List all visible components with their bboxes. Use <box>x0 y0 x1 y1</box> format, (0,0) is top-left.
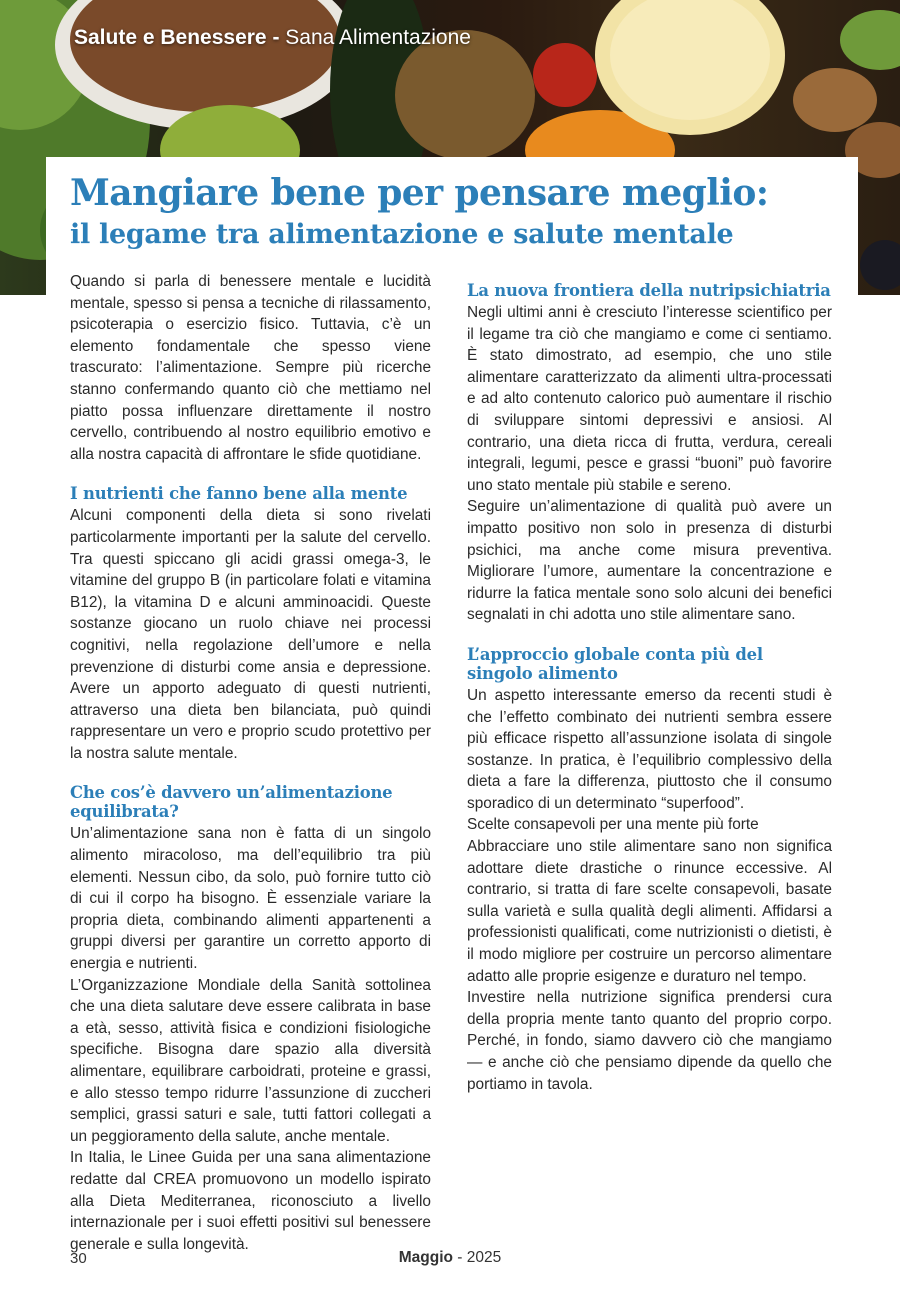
paragraph-frontier-1: Negli ultimi anni è cresciuto l’interesse scientifico per il legame tra ciò che mangiamo e come ci sentiamo. È stato dimostrato, ad esempio, che uno stile alimentare caratterizzato da alimenti ultra-processati e ad alto contenuto calorico può aumentare il rischio di sviluppare sintomi depressivi e ansiosi. Al contrario, una dieta ricca di frutta, verdura, cereali integrali, legumi, pesce e grassi “buoni” può favorire uno stato mentale più stabile e sereno. <box>467 304 832 494</box>
heading-global: L’approccio globale conta più del singolo alimento <box>467 644 763 683</box>
left-column <box>70 271 431 1255</box>
paragraph-balanced-3: In Italia, le Linee Guida per una sana alimentazione redatte dal CREA promuovono un modello ispirato alla Dieta Mediterranea, riconosciuto a livello internazionale per i suoi effetti positivi sul benessere generale e sulla longevità. <box>70 1149 431 1253</box>
section-label: Salute e Benessere <box>74 26 267 49</box>
subsection-label: Sana Alimentazione <box>285 26 471 49</box>
tomato-shape <box>533 43 597 107</box>
walnut-shape <box>793 68 877 132</box>
paragraph-balanced-2: L’Organizzazione Mondiale della Sanità sottolinea che una dieta salutare deve essere calibrata in base a età, sesso, attività fisica e condizioni fisiologiche specifiche. Bisogna dare spazio alla diversità alimentare, equilibrare carboidrati, proteine e grassi, e allo stesso tempo ridurre l’assunzione di zuccheri semplici, grassi saturi e sale, tutti fattori collegati a un peggioramento della salute, anche mentale. <box>70 976 431 1145</box>
section-header <box>74 26 471 50</box>
paragraph-global-2: Scelte consapevoli per una mente più forte <box>467 816 759 834</box>
heading-nutrients: I nutrienti che fanno bene alla mente <box>70 484 408 504</box>
issue-year: 2025 <box>466 1249 502 1266</box>
intro-paragraph: Quando si parla di benessere mentale e lucidità mentale, spesso si pensa a tecniche di rilassamento, psicoterapia o esercizio fisico. Tuttavia, c’è un elemento fondamentale che spesso viene trascurato: l’alimentazione. Sempre più ricerche stanno confermando quanto ciò che mettiamo nel piatto possa influenzare direttamente il nostro cervello, contribuendo al nostro equilibrio emotivo e alla nostra capacità di affrontare le sfide quotidiane. <box>70 273 431 463</box>
paragraph-frontier-2: Seguire un’alimentazione di qualità può avere un impatto positivo non solo in presenza di disturbi psichici, ma anche come misura preventiva. Migliorare l’umore, aumentare la concentrazione e ridurre la fatica mentale sono solo alcuni dei benefici segnalati in chi adotta uno stile alimentare sano. <box>467 498 832 624</box>
section-separator: - <box>272 26 280 49</box>
article-title <box>70 170 840 254</box>
right-column <box>467 271 832 1095</box>
issue-separator: - <box>457 1249 463 1266</box>
page-number: 30 <box>70 1250 87 1267</box>
paragraph-balanced-1: Un’alimentazione sana non è fatta di un singolo alimento miracoloso, ma dell’equilibrio tra più elementi. Nessun cibo, da solo, può fornire tutto ciò di cui il corpo ha bisogno. È essenziale variare la propria dieta, combinando alimenti appartenenti a gruppi diversi per garantire un corretto apporto di energia e nutrienti. <box>70 825 431 973</box>
heading-balanced: Che cos’è davvero un’alimentazione equilibrata? <box>70 783 393 822</box>
heading-frontier: La nuova frontiera della nutripsichiatria <box>467 281 831 300</box>
berry-shape <box>860 240 900 290</box>
title-line-1: Mangiare bene per pensare meglio: <box>70 172 769 214</box>
paragraph-global-3: Abbracciare uno stile alimentare sano non significa adottare diete drastiche o rinunce eccessive. Al contrario, si tratta di fare scelte consapevoli, basate sulla varietà e sulla qualità degli alimenti. Affidarsi a professionisti qualificati, come nutrizionisti o dietisti, è il modo migliore per costruire un percorso alimentare adatto alle proprie esigenze e duraturo nel tempo. <box>467 838 832 985</box>
paragraph-global-1: Un aspetto interessante emerso da recenti studi è che l’effetto combinato dei nutrienti sembra essere più efficace rispetto all’assunzione isolata di singole sostanze. In pratica, è l’equilibrio complessivo della dieta a fare la differenza, piuttosto che il consumo sporadico di un determinato “superfood”. <box>467 686 832 812</box>
title-line-2: il legame tra alimentazione e salute mentale <box>70 219 734 250</box>
issue-date <box>0 1249 900 1267</box>
greens-right-shape <box>840 10 900 70</box>
paragraph-global-4: Investire nella nutrizione significa prendersi cura della propria mente tanto quanto del proprio corpo. Perché, in fondo, siamo davvero ciò che mangiamo — e anche ciò che pensiamo dipende da quello che portiamo in tavola. <box>467 989 832 1093</box>
paragraph-nutrients: Alcuni componenti della dieta si sono rivelati particolarmente importanti per la salute del cervello. Tra questi spiccano gli acidi grassi omega-3, le vitamine del gruppo B (in particolare folati e vitamina B12), la vitamina D e alcuni amminoacidi. Queste sostanze giocano un ruolo chiave nei processi cognitivi, nella regolazione dell’umore e nella prevenzione di disturbi come ansia e depressione. Avere un apporto adeguato di questi nutrienti, attraverso una dieta ben bilanciata, può quindi rappresentare un vero e proprio scudo protettivo per la nostra salute mentale. <box>70 507 431 762</box>
issue-month: Maggio <box>398 1249 453 1266</box>
